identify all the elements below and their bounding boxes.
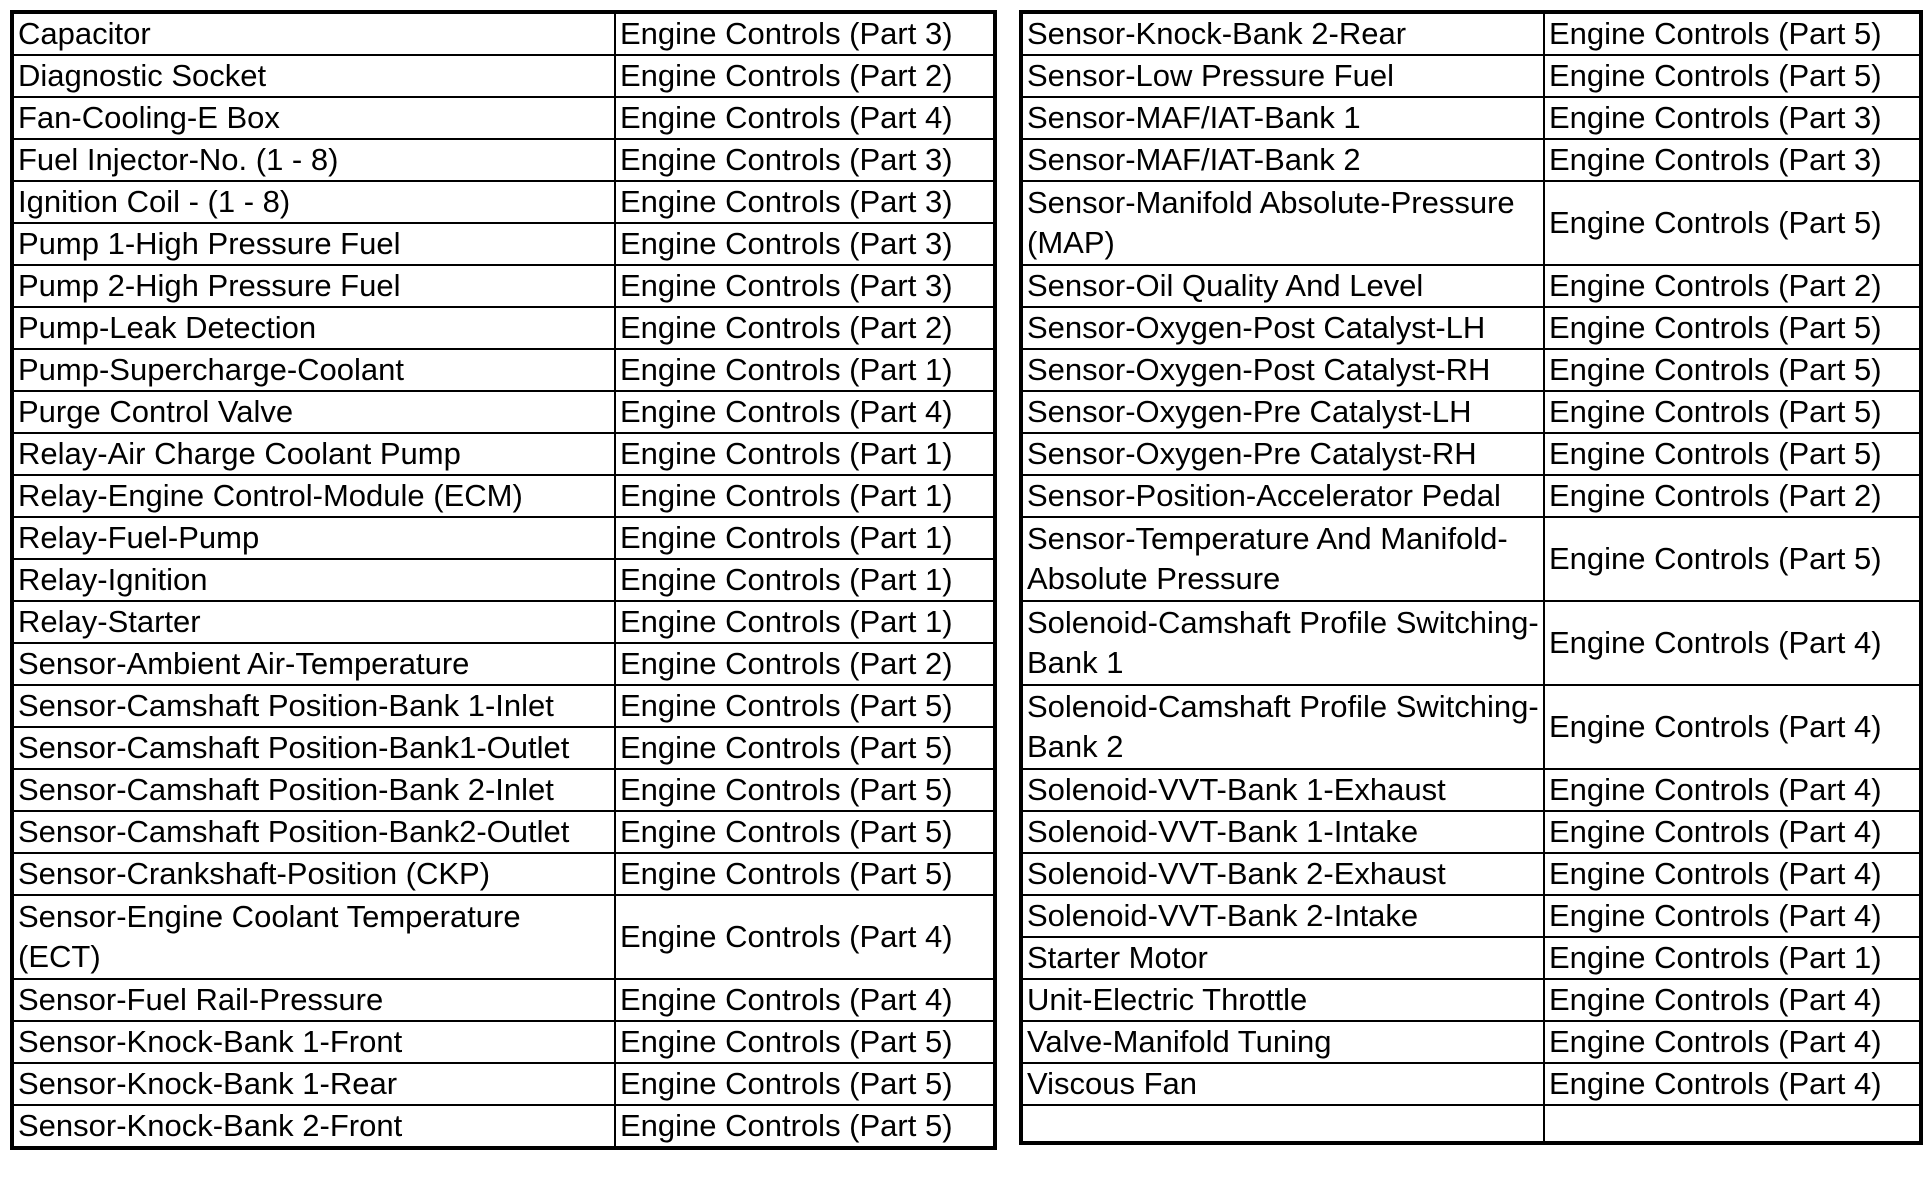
table-row [12,811,995,853]
table-row [12,349,995,391]
table-row [12,12,995,55]
component-location: Engine Controls (Part 5) [615,1105,995,1148]
table-row [12,517,995,559]
component-name: Solenoid-VVT-Bank 1-Intake [1021,811,1544,853]
component-location: Engine Controls (Part 2) [1544,265,1921,307]
component-location: Engine Controls (Part 5) [1544,517,1921,601]
component-location [1544,1105,1921,1143]
component-name: Ignition Coil - (1 - 8) [12,181,615,223]
component-table-left [10,10,997,1150]
component-location: Engine Controls (Part 4) [615,895,995,979]
component-name: Relay-Fuel-Pump [12,517,615,559]
component-location: Engine Controls (Part 1) [615,349,995,391]
table-row [1021,433,1921,475]
component-location: Engine Controls (Part 5) [615,685,995,727]
component-location: Engine Controls (Part 3) [615,12,995,55]
table-row [12,769,995,811]
table-row [1021,685,1921,769]
component-location: Engine Controls (Part 4) [615,97,995,139]
table-row [1021,769,1921,811]
table-row [1021,391,1921,433]
component-name: Relay-Ignition [12,559,615,601]
table-row [12,643,995,685]
component-name: Sensor-Manifold Absolute-Pressure (MAP) [1021,181,1544,265]
table-row [12,223,995,265]
component-name: Viscous Fan [1021,1063,1544,1105]
component-name: Relay-Air Charge Coolant Pump [12,433,615,475]
component-location: Engine Controls (Part 5) [1544,181,1921,265]
table-row [12,391,995,433]
table-row [1021,517,1921,601]
component-location: Engine Controls (Part 5) [1544,433,1921,475]
component-table-right [1019,10,1923,1145]
table-row [12,139,995,181]
table-row [1021,601,1921,685]
table-row [12,727,995,769]
table-row [1021,895,1921,937]
component-name: Sensor-Oxygen-Pre Catalyst-RH [1021,433,1544,475]
component-name: Sensor-Oxygen-Post Catalyst-RH [1021,349,1544,391]
component-name: Sensor-MAF/IAT-Bank 1 [1021,97,1544,139]
component-location: Engine Controls (Part 4) [1544,601,1921,685]
component-location: Engine Controls (Part 4) [1544,895,1921,937]
table-row [1021,265,1921,307]
component-name: Solenoid-VVT-Bank 1-Exhaust [1021,769,1544,811]
component-location: Engine Controls (Part 5) [615,811,995,853]
component-location: Engine Controls (Part 1) [615,517,995,559]
component-name: Solenoid-VVT-Bank 2-Intake [1021,895,1544,937]
component-location: Engine Controls (Part 1) [615,475,995,517]
component-location: Engine Controls (Part 5) [1544,349,1921,391]
table-row [12,1063,995,1105]
component-location: Engine Controls (Part 5) [1544,391,1921,433]
component-location: Engine Controls (Part 3) [615,139,995,181]
component-location: Engine Controls (Part 5) [1544,55,1921,97]
component-location: Engine Controls (Part 3) [615,181,995,223]
component-location: Engine Controls (Part 2) [1544,475,1921,517]
table-row [1021,12,1921,55]
table-row [1021,139,1921,181]
component-name: Sensor-Engine Coolant Temperature (ECT) [12,895,615,979]
component-name: Capacitor [12,12,615,55]
component-name: Solenoid-VVT-Bank 2-Exhaust [1021,853,1544,895]
component-location: Engine Controls (Part 3) [1544,97,1921,139]
component-location: Engine Controls (Part 2) [615,55,995,97]
table-row [1021,937,1921,979]
table-row [1021,1063,1921,1105]
component-name: Sensor-Camshaft Position-Bank 1-Inlet [12,685,615,727]
component-location: Engine Controls (Part 2) [615,643,995,685]
component-name: Sensor-Camshaft Position-Bank1-Outlet [12,727,615,769]
component-location: Engine Controls (Part 1) [615,433,995,475]
table-row [12,853,995,895]
table-row [12,979,995,1021]
component-name: Purge Control Valve [12,391,615,433]
component-name: Sensor-Ambient Air-Temperature [12,643,615,685]
component-location: Engine Controls (Part 3) [1544,139,1921,181]
component-name: Relay-Engine Control-Module (ECM) [12,475,615,517]
table-row [1021,97,1921,139]
component-name: Sensor-Position-Accelerator Pedal [1021,475,1544,517]
component-name: Relay-Starter [12,601,615,643]
component-location: Engine Controls (Part 5) [615,727,995,769]
component-name [1021,1105,1544,1143]
component-location: Engine Controls (Part 4) [615,979,995,1021]
table-row [12,685,995,727]
component-location: Engine Controls (Part 4) [1544,1063,1921,1105]
component-location: Engine Controls (Part 5) [1544,12,1921,55]
table-row [1021,55,1921,97]
table-row [12,433,995,475]
component-name: Solenoid-Camshaft Profile Switching-Bank 1 [1021,601,1544,685]
table-row [12,55,995,97]
component-location: Engine Controls (Part 2) [615,307,995,349]
component-location: Engine Controls (Part 4) [1544,685,1921,769]
table-row [12,559,995,601]
table-row [12,181,995,223]
component-name: Diagnostic Socket [12,55,615,97]
component-name: Sensor-Temperature And Manifold-Absolute Pressure [1021,517,1544,601]
component-name: Fan-Cooling-E Box [12,97,615,139]
component-location: Engine Controls (Part 5) [1544,307,1921,349]
component-name: Pump 1-High Pressure Fuel [12,223,615,265]
component-location-index [10,10,1919,1148]
component-location: Engine Controls (Part 3) [615,223,995,265]
table-row [12,1021,995,1063]
component-location: Engine Controls (Part 5) [615,1063,995,1105]
table-row [1021,181,1921,265]
component-name: Sensor-Knock-Bank 1-Rear [12,1063,615,1105]
component-location: Engine Controls (Part 4) [1544,1021,1921,1063]
component-name: Sensor-Crankshaft-Position (CKP) [12,853,615,895]
component-name: Pump-Supercharge-Coolant [12,349,615,391]
table-row [12,307,995,349]
table-row [1021,1021,1921,1063]
component-location: Engine Controls (Part 1) [615,601,995,643]
component-location: Engine Controls (Part 4) [1544,979,1921,1021]
component-name: Valve-Manifold Tuning [1021,1021,1544,1063]
component-name: Sensor-Oil Quality And Level [1021,265,1544,307]
table-row [12,265,995,307]
table-row [12,601,995,643]
component-name: Starter Motor [1021,937,1544,979]
table-row [1021,307,1921,349]
component-location: Engine Controls (Part 4) [1544,769,1921,811]
table-row [1021,811,1921,853]
component-location: Engine Controls (Part 1) [615,559,995,601]
component-location: Engine Controls (Part 1) [1544,937,1921,979]
component-location: Engine Controls (Part 4) [615,391,995,433]
component-name: Sensor-MAF/IAT-Bank 2 [1021,139,1544,181]
table-row [12,475,995,517]
component-name: Solenoid-Camshaft Profile Switching-Bank 2 [1021,685,1544,769]
table-row [12,1105,995,1148]
component-name: Sensor-Knock-Bank 1-Front [12,1021,615,1063]
component-name: Sensor-Low Pressure Fuel [1021,55,1544,97]
component-name: Sensor-Fuel Rail-Pressure [12,979,615,1021]
component-location: Engine Controls (Part 5) [615,1021,995,1063]
table-row [12,895,995,979]
component-name: Sensor-Knock-Bank 2-Rear [1021,12,1544,55]
component-name: Sensor-Camshaft Position-Bank 2-Inlet [12,769,615,811]
table-row [1021,349,1921,391]
component-name: Pump 2-High Pressure Fuel [12,265,615,307]
component-name: Sensor-Oxygen-Pre Catalyst-LH [1021,391,1544,433]
table-row [1021,1105,1921,1143]
component-name: Sensor-Knock-Bank 2-Front [12,1105,615,1148]
component-name: Fuel Injector-No. (1 - 8) [12,139,615,181]
component-location: Engine Controls (Part 4) [1544,853,1921,895]
component-name: Pump-Leak Detection [12,307,615,349]
table-row [12,97,995,139]
component-location: Engine Controls (Part 5) [615,769,995,811]
component-name: Sensor-Camshaft Position-Bank2-Outlet [12,811,615,853]
component-name: Sensor-Oxygen-Post Catalyst-LH [1021,307,1544,349]
component-name: Unit-Electric Throttle [1021,979,1544,1021]
component-location: Engine Controls (Part 3) [615,265,995,307]
table-row [1021,853,1921,895]
table-row [1021,475,1921,517]
table-row [1021,979,1921,1021]
component-location: Engine Controls (Part 4) [1544,811,1921,853]
component-location: Engine Controls (Part 5) [615,853,995,895]
